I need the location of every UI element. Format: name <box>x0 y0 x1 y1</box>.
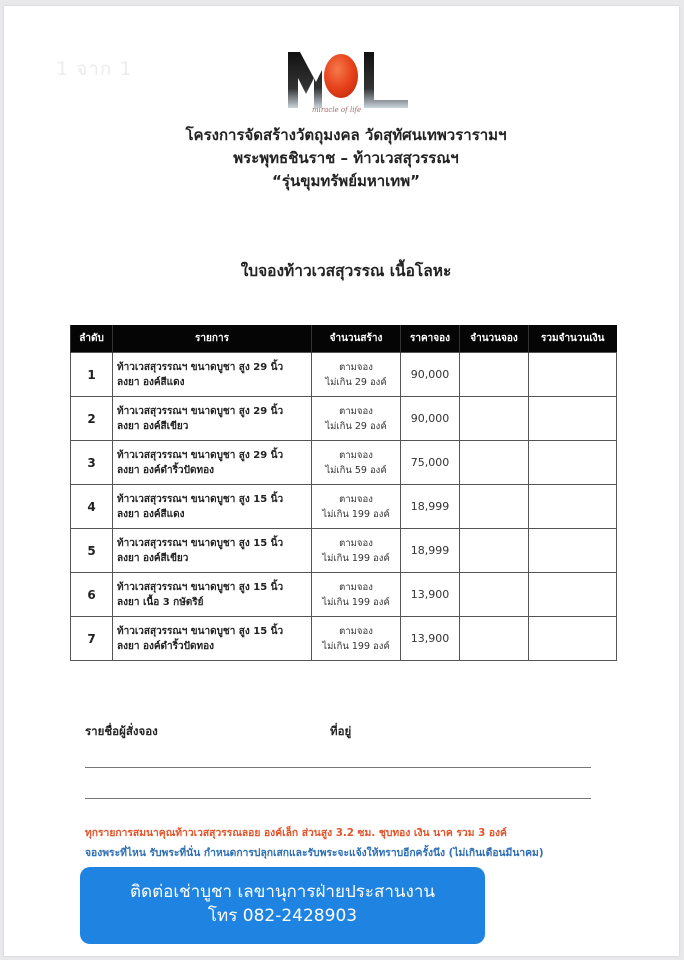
col-header-quantity-built: จำนวนสร้าง <box>312 325 401 353</box>
booking-table <box>70 325 617 661</box>
row-quantity-built <box>312 617 401 661</box>
project-header <box>4 124 684 193</box>
logo-tagline: miracle of life <box>312 106 362 114</box>
row-number: 6 <box>71 573 113 617</box>
col-header-no: ลำดับ <box>71 325 113 353</box>
row-total-cell[interactable] <box>529 441 617 485</box>
row-price: 90,000 <box>401 353 460 397</box>
item-line-2: ลงยา องค์สีเขียว <box>117 420 189 432</box>
premium-note: ทุกรายการสมนาคุณท้าวเวสสุวรรณลอย องค์เล็ก ส่วนสูง 3.2 ซม. ชุบทอง เงิน นาค รวม 3 องค์ <box>85 827 507 839</box>
qty-line-2: ไม่เกิน 199 องค์ <box>322 640 390 652</box>
row-total-cell[interactable] <box>529 529 617 573</box>
row-reserve-qty-cell[interactable] <box>460 397 529 441</box>
row-price: 18,999 <box>401 485 460 529</box>
table-row <box>71 617 617 661</box>
table-row <box>71 353 617 397</box>
row-reserve-qty-cell[interactable] <box>460 573 529 617</box>
qty-line-2: ไม่เกิน 59 องค์ <box>325 464 387 476</box>
item-line-2: ลงยา เนื้อ 3 กษัตริย์ <box>117 596 204 608</box>
qty-line-2: ไม่เกิน 199 องค์ <box>322 508 390 520</box>
header-line-1: โครงการจัดสร้างวัตถุมงคล วัดสุทัศนเทพวรารามฯ <box>185 126 507 144</box>
row-price: 75,000 <box>401 441 460 485</box>
item-line-2: ลงยา องค์สีเขียว <box>117 552 189 564</box>
row-reserve-qty-cell[interactable] <box>460 441 529 485</box>
row-item <box>113 353 312 397</box>
table-row <box>71 573 617 617</box>
form-title: ใบจองท้าวเวสสุวรรณ เนื้อโลหะ <box>240 262 452 280</box>
row-number: 4 <box>71 485 113 529</box>
qty-line-1: ตามจอง <box>339 361 373 373</box>
item-line-2: ลงยา องค์สีแดง <box>117 376 185 388</box>
qty-line-1: ตามจอง <box>339 537 373 549</box>
row-total-cell[interactable] <box>529 353 617 397</box>
row-item <box>113 485 312 529</box>
row-quantity-built <box>312 353 401 397</box>
item-line-2: ลงยา องค์ดำริ้วปัดทอง <box>117 640 214 652</box>
header-line-2: พระพุทธชินราช – ท้าวเวสสุวรรณฯ <box>233 149 459 167</box>
row-item <box>113 441 312 485</box>
table-row <box>71 529 617 573</box>
row-total-cell[interactable] <box>529 573 617 617</box>
qty-line-2: ไม่เกิน 199 องค์ <box>322 596 390 608</box>
contact-line-1: ติดต่อเช่าบูชา เลขานุการฝ่ายประสานงาน <box>129 882 436 902</box>
col-header-item: รายการ <box>113 325 312 353</box>
row-total-cell[interactable] <box>529 617 617 661</box>
row-reserve-qty-cell[interactable] <box>460 617 529 661</box>
col-header-reserve-qty: จำนวนจอง <box>460 325 529 353</box>
col-header-total: รวมจำนวนเงิน <box>529 325 617 353</box>
item-line-1: ท้าวเวสสุวรรณฯ ขนาดบูชา สูง 15 นิ้ว <box>117 537 284 549</box>
name-input-line[interactable] <box>85 767 591 768</box>
row-price: 18,999 <box>401 529 460 573</box>
row-price: 13,900 <box>401 617 460 661</box>
table-row <box>71 397 617 441</box>
header-line-3: “รุ่นขุมทรัพย์มหาเทพ” <box>272 172 420 190</box>
contact-button[interactable] <box>80 867 485 944</box>
row-reserve-qty-cell[interactable] <box>460 353 529 397</box>
qty-line-1: ตามจอง <box>339 625 373 637</box>
item-line-2: ลงยา องค์ดำริ้วปัดทอง <box>117 464 214 476</box>
table-row <box>71 441 617 485</box>
row-item <box>113 529 312 573</box>
qty-line-1: ตามจอง <box>339 493 373 505</box>
table-header-row <box>71 325 617 353</box>
orderer-name-label: รายชื่อผู้สั่งจอง <box>85 724 158 738</box>
qty-line-1: ตามจอง <box>339 449 373 461</box>
row-quantity-built <box>312 485 401 529</box>
row-quantity-built <box>312 397 401 441</box>
row-number: 1 <box>71 353 113 397</box>
row-item <box>113 617 312 661</box>
item-line-1: ท้าวเวสสุวรรณฯ ขนาดบูชา สูง 29 นิ้ว <box>117 361 284 373</box>
qty-line-2: ไม่เกิน 199 องค์ <box>322 552 390 564</box>
address-label: ที่อยู่ <box>330 724 352 738</box>
row-number: 3 <box>71 441 113 485</box>
item-line-1: ท้าวเวสสุวรรณฯ ขนาดบูชา สูง 29 นิ้ว <box>117 405 284 417</box>
row-total-cell[interactable] <box>529 485 617 529</box>
page-counter: 1 จาก 1 <box>56 58 133 80</box>
row-total-cell[interactable] <box>529 397 617 441</box>
row-item <box>113 573 312 617</box>
item-line-1: ท้าวเวสสุวรรณฯ ขนาดบูชา สูง 15 นิ้ว <box>117 625 284 637</box>
row-reserve-qty-cell[interactable] <box>460 529 529 573</box>
row-number: 7 <box>71 617 113 661</box>
qty-line-1: ตามจอง <box>339 405 373 417</box>
mol-logo-graphic <box>286 48 411 116</box>
qty-line-1: ตามจอง <box>339 581 373 593</box>
mol-logo <box>286 48 411 116</box>
row-quantity-built <box>312 573 401 617</box>
contact-phone: โทร 082-2428903 <box>207 906 358 926</box>
item-line-2: ลงยา องค์สีแดง <box>117 508 185 520</box>
row-item <box>113 397 312 441</box>
pickup-note: จองพระที่ไหน รับพระที่นั่น กำหนดการปลุกเสกและรับพระจะแจ้งให้ทราบอีกครั้งนึง (ไม่เกินเดือนมีนาคม) <box>85 847 544 859</box>
qty-line-2: ไม่เกิน 29 องค์ <box>325 420 387 432</box>
row-number: 2 <box>71 397 113 441</box>
qty-line-2: ไม่เกิน 29 องค์ <box>325 376 387 388</box>
item-line-1: ท้าวเวสสุวรรณฯ ขนาดบูชา สูง 15 นิ้ว <box>117 493 284 505</box>
row-number: 5 <box>71 529 113 573</box>
address-input-line[interactable] <box>85 798 591 799</box>
table-row <box>71 485 617 529</box>
row-price: 13,900 <box>401 573 460 617</box>
row-reserve-qty-cell[interactable] <box>460 485 529 529</box>
row-price: 90,000 <box>401 397 460 441</box>
col-header-price: ราคาจอง <box>401 325 460 353</box>
row-quantity-built <box>312 441 401 485</box>
item-line-1: ท้าวเวสสุวรรณฯ ขนาดบูชา สูง 15 นิ้ว <box>117 581 284 593</box>
row-quantity-built <box>312 529 401 573</box>
item-line-1: ท้าวเวสสุวรรณฯ ขนาดบูชา สูง 29 นิ้ว <box>117 449 284 461</box>
